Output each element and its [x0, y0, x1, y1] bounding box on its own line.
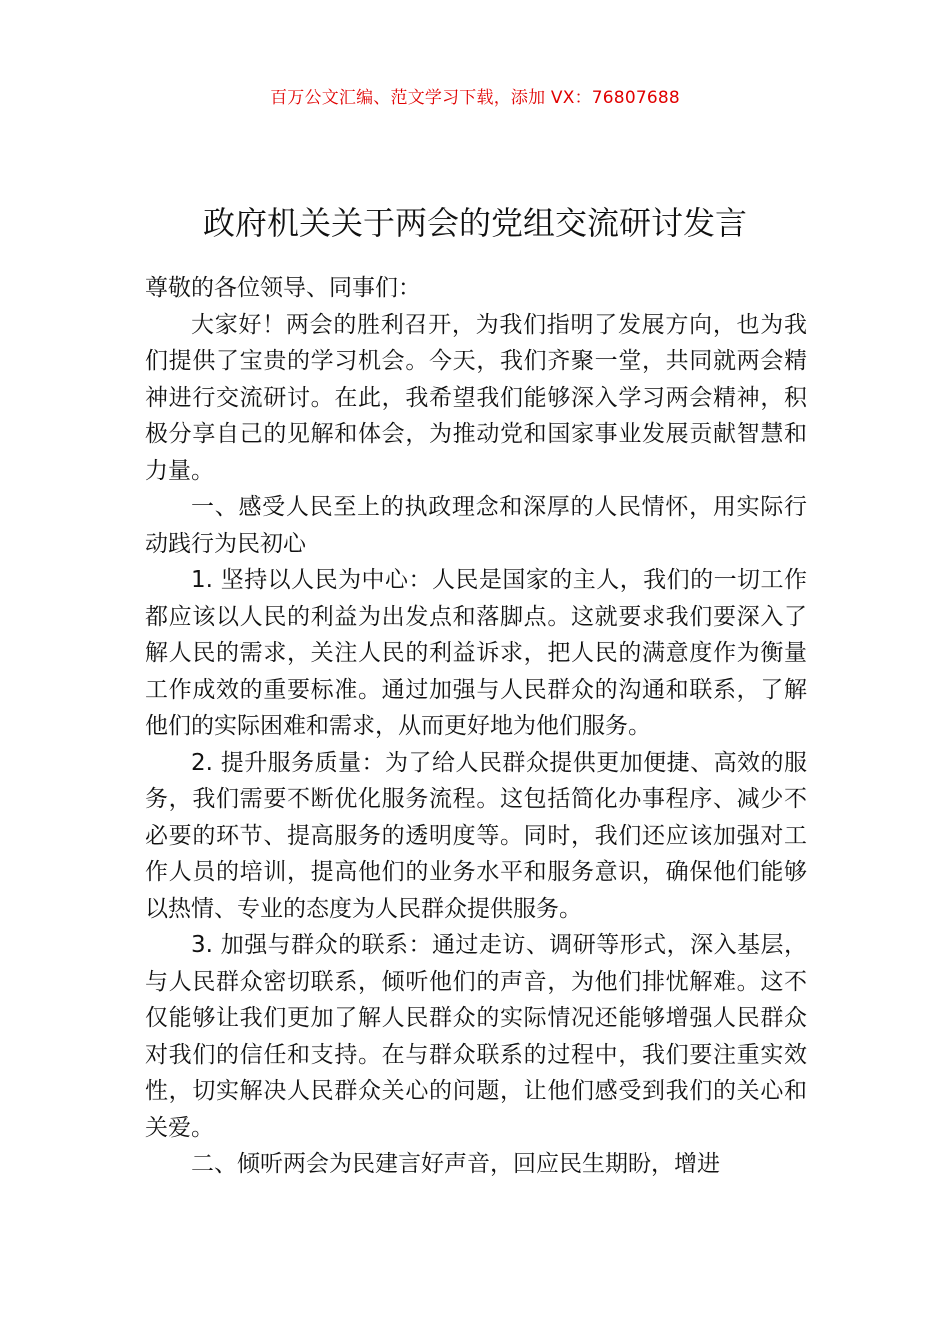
- section-heading-two: 二、倾听两会为民建言好声音，回应民生期盼，增进: [191, 1151, 720, 1177]
- document-title: 政府机关关于两会的党组交流研讨发言: [202, 204, 747, 243]
- paragraph-intro: 大家好！两会的胜利召开，为我们指明了发展方向，也为我们提供了宝贵的学习机会。今天，我们齐聚一堂，共同就两会精神进行交流研讨。在此，我希望我们能够深入学习两会精神，积极分享自己的见解和体会，为推动党和国家事业发展贡献智慧和力量。: [145, 311, 807, 484]
- section-heading-one: 一、感受人民至上的执政理念和深厚的人民情怀，用实际行动践行为民初心: [145, 494, 807, 557]
- salutation: 尊敬的各位领导、同事们：: [145, 275, 421, 301]
- paragraph-item-1: 1. 坚持以人民为中心：人民是国家的主人，我们的一切工作都应该以人民的利益为出发点和落脚点。这就要求我们要深入了解人民的需求，关注人民的利益诉求，把人民的满意度作为衡量工作成效的重要标准。通过加强与人民群众的沟通和联系，了解他们的实际困难和需求，从而更好地为他们服务。: [145, 567, 807, 739]
- paragraph-item-3: 3. 加强与群众的联系：通过走访、调研等形式，深入基层，与人民群众密切联系，倾听他们的声音，为他们排忧解难。这不仅能够让我们更加了解人民群众的实际情况还能够增强人民群众对我们的信任和支持。在与群众联系的过程中，我们要注重实效性，切实解决人民群众关心的问题，让他们感受到我们的关心和关爱。: [145, 932, 807, 1141]
- document-body: [145, 270, 807, 1183]
- paragraph-item-2: 2. 提升服务质量：为了给人民群众提供更加便捷、高效的服务，我们需要不断优化服务流程。这包括简化办事程序、减少不必要的环节、提高服务的透明度等。同时，我们还应该加强对工作人员的培训，提高他们的业务水平和服务意识，确保他们能够以热情、专业的态度为人民群众提供服务。: [145, 749, 807, 922]
- watermark-banner: 百万公文汇编、范文学习下载，添加 VX：76807688: [270, 88, 680, 108]
